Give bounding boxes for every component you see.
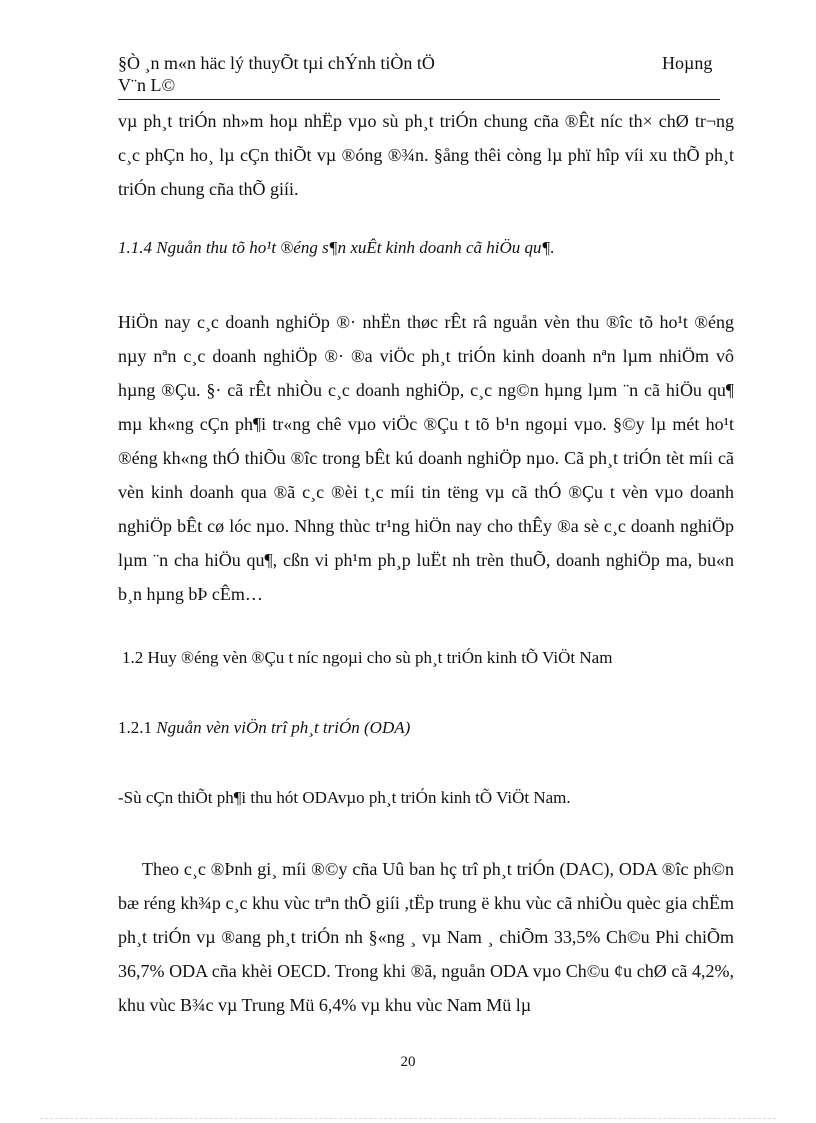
header-divider	[118, 99, 720, 100]
paragraph-continuation: vµ ph¸t triÓn nh»m hoµ nhËp vµo sù ph¸t triÓn chung cña ®Êt níc th× chØ tr¬ng c¸c phÇn ho¸ lµ cÇn thiÕt vµ ®óng ®¾n. §ång thêi còng lµ phï hîp víi xu thÕ ph¸t triÓn chung cña thÕ giíi.	[118, 111, 734, 199]
page-number: 20	[400, 1054, 416, 1070]
bullet-oda-necessity: -Sù cÇn thiÕt ph¶i thu hót ODAvµo ph¸t triÓn kinh tÕ ViÖt Nam.	[118, 788, 571, 807]
section-heading-1-2: 1.2 Huy ®éng vèn ®Çu t níc ngoµi cho sù ph¸t triÓn kinh tÕ ViÖt Nam	[122, 648, 613, 667]
section-number: 1.2.1	[118, 718, 152, 737]
page-bottom-edge	[40, 1118, 776, 1119]
paragraph-business-revenue: HiÖn nay c¸c doanh nghiÖp ®· nhËn thøc rÊt râ nguån vèn thu ®îc tõ ho¹t ®éng nµy nªn c¸c doanh nghiÖp ®· ®a viÖc ph¸t triÓn kinh doanh nªn lµm nhiÖm vô hµng ®Çu. §· cã rÊt nhiÒu c¸c doanh nghiÖp, c¸c ng©n hµng lµm ¨n cã hiÖu qu¶ mµ kh«ng cÇn ph¶i tr«ng chê vµo viÖc ®Çu t tõ b¹n ngoµi vµo. §©y lµ mét ho¹t ®éng kh«ng thÓ thiÕu ®îc trong bÊt kú doanh nghiÖp nµo. Cã ph¸t triÓn tèt míi cã vèn kinh doanh qua ®ã c¸c ®èi t¸c míi tin tëng vµ cã thÓ ®Çu t vèn vµo doanh nghiÖp bÊt cø lóc nµo. Nhng thùc tr¹ng hiÖn nay cho thÊy ®a sè c¸c doanh nghiÖp lµm ¨n cha hiÖu qu¶, cßn vi ph¹m ph¸p luËt nh trèn thuÕ, doanh nghiÖp ma, bu«n b¸n hµng bÞ cÊm…	[118, 312, 734, 604]
header-author-name: V¨n L©	[118, 75, 176, 95]
paragraph-dac-oda: Theo c¸c ®Þnh gi¸ míi ®©y cña Uû ban hç trî ph¸t triÓn (DAC), ODA ®îc ph©n bæ réng kh¾p c¸c khu vùc trªn thÕ giíi ,tËp trung ë khu vùc cã nhiÒu quèc gia chËm ph¸t triÓn vµ ®ang ph¸t triÓn nh §«ng ¸ vµ Nam ¸ chiÕm 33,5% Ch©u Phi chiÕm 36,7% ODA cña khèi OECD. Trong khi ®ã, nguån ODA vµo Ch©u ¢u chØ cã 4,2%, khu vùc B¾c vµ Trung Mü 6,4% vµ khu vùc Nam Mü lµ	[118, 859, 734, 1015]
section-heading-1-1-4: 1.1.4 Nguån thu tõ ho¹t ®éng s¶n xuÊt kinh doanh cã hiÖu qu¶.	[118, 238, 555, 257]
header-author-surname: Hoµng	[662, 53, 713, 73]
header-course-title: §Ò ¸n m«n häc lý thuyÕt tµi chÝnh tiÒn tÖ	[118, 53, 435, 73]
section-heading-1-2-1	[118, 718, 410, 738]
section-title: Nguån vèn viÖn trî ph¸t triÓn (ODA)	[156, 718, 411, 737]
